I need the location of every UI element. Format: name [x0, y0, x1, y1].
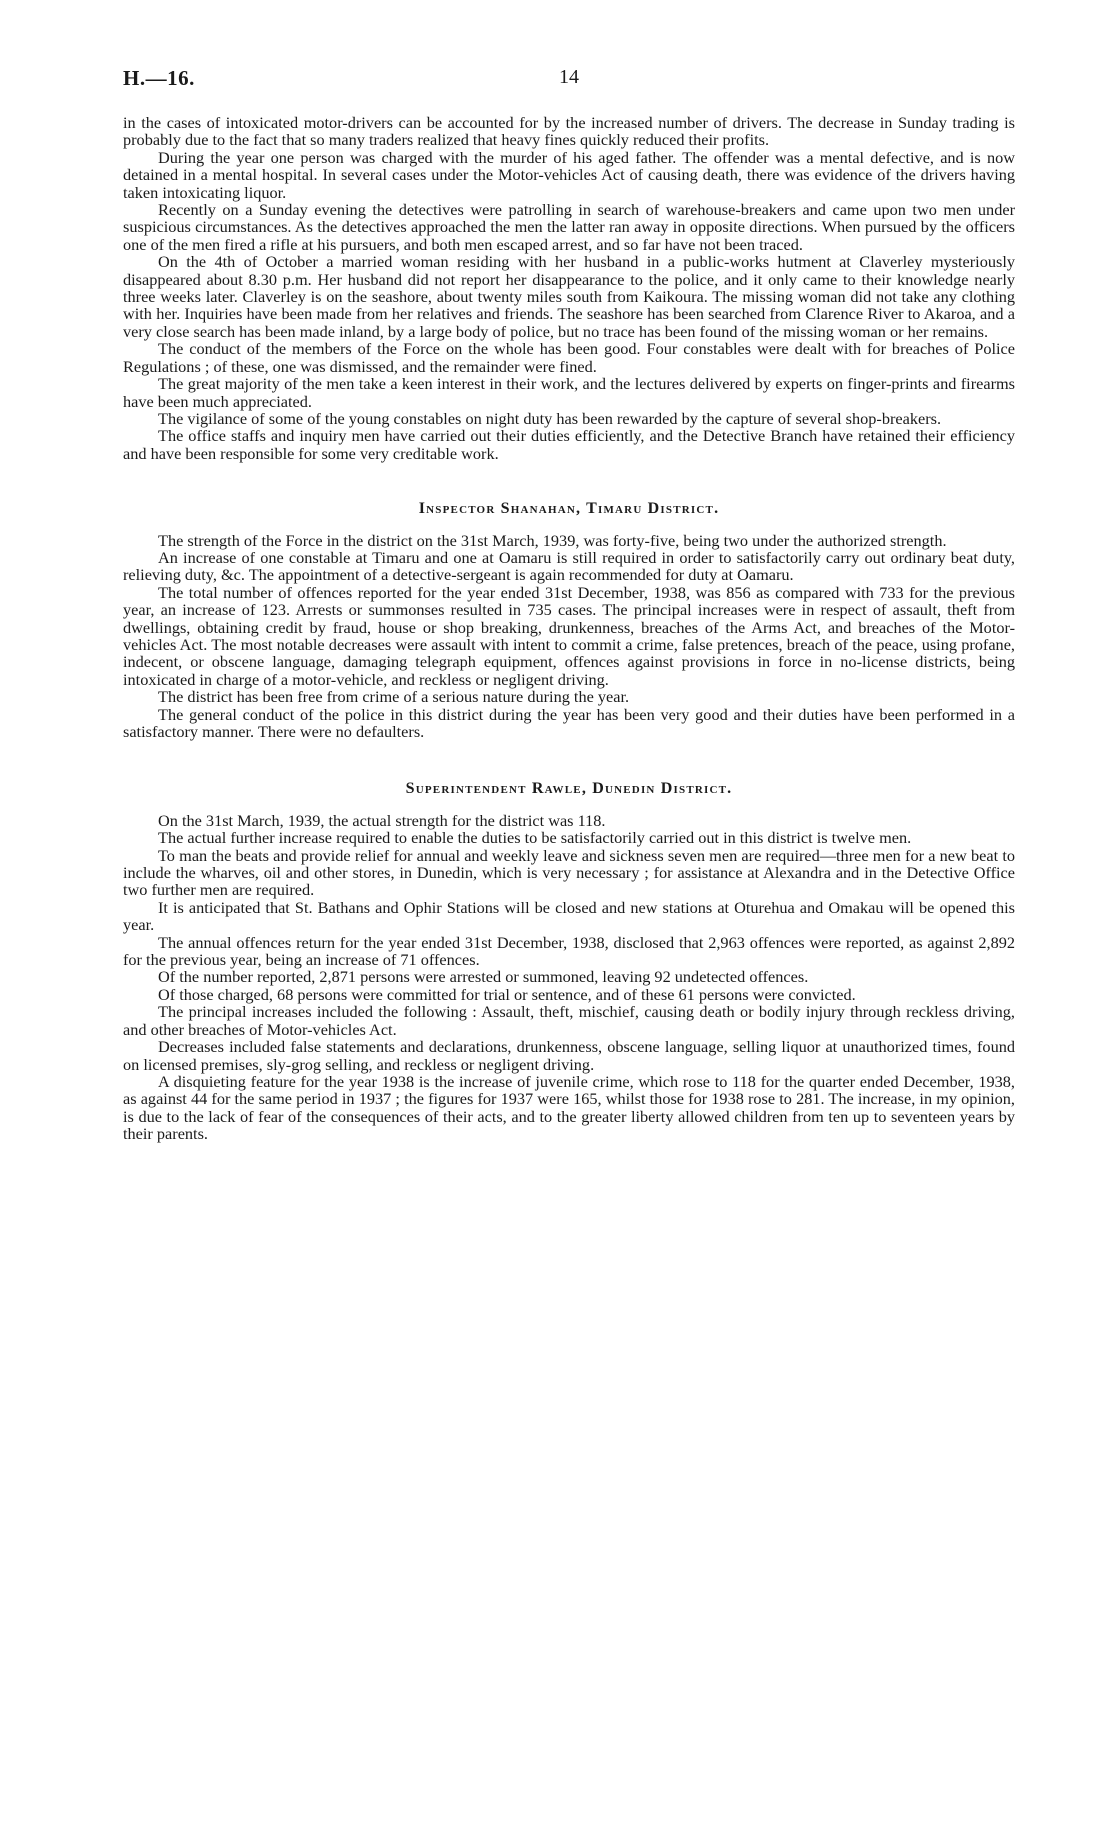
page-header: [123, 66, 1015, 96]
section-dunedin-district: [123, 780, 1015, 1142]
paragraph: The total number of offences reported for the year ended 31st December, 1938, was 856 as compared with 733 for the previous year, an increase of 123. Arrests or summonses resulted in 735 cases. The principal increases were in respect of assault, theft from dwellings, obtaining credit by fraud, house or shop breaking, drunkenness, breaches of the Arms Act, and breaches of the Motor-vehicles Act. The most notable decreases were assault with intent to commit a crime, false pretences, breach of the peace, using profane, indecent, or obscene language, damaging telegraph equipment, offences against provisions in force in no-license districts, being intoxicated in charge of a motor-vehicle, and reckless or negligent driving.: [123, 582, 1015, 689]
paragraph: Recently on a Sunday evening the detectives were patrolling in search of warehouse-breakers and came upon two men under suspicious circumstances. As the detectives approached the men the latter ran away in opposite directions. When pursued by the officers one of the men fired a rifle at his pursuers, and both men escaped arrest, and so far have not been traced.: [123, 200, 1015, 254]
paragraph: Of those charged, 68 persons were committed for trial or sentence, and of these 61 persons were convicted.: [158, 984, 856, 1004]
paragraph: The conduct of the members of the Force on the whole has been good. Four constables were dealt with for breaches of Police Regulations ; of these, one was dismissed, and the remainder were fined.: [123, 339, 1015, 376]
paragraph: Decreases included false statements and declarations, drunkenness, obscene language, selling liquor at unauthorized times, found on licensed premises, sly-grog selling, and reckless or negligent driving.: [123, 1037, 1015, 1074]
document-reference: H.—16.: [123, 66, 195, 90]
paragraph: in the cases of intoxicated motor-drivers can be accounted for by the increased number of drivers. The decrease in Sunday trading is probably due to the fact that so many traders realized that heavy fines quickly reduced their profits.: [123, 113, 1015, 150]
paragraph: The office staffs and inquiry men have carried out their duties efficiently, and the Detective Branch have retained their efficiency and have been responsible for some very creditable work.: [123, 426, 1015, 463]
paragraph: On the 4th of October a married woman residing with her husband in a public-works hutment at Claverley mysteriously disappeared about 8.30 p.m. Her husband did not report her disappearance to the police, and it only came to their knowledge nearly three weeks later. Claverley is on the seashore, about twenty miles south from Kaikoura. The missing woman did not take any clothing with her. Inquiries have been made from her relatives and friends. The seashore has been searched from Clarence River to Akaroa, and a very close search has been made inland, by a large body of police, but no trace has been found of the missing woman or her remains.: [123, 252, 1015, 341]
paragraph: The annual offences return for the year ended 31st December, 1938, disclosed that 2,963 offences were reported, as against 2,892 for the previous year, being an increase of 71 offences.: [123, 932, 1015, 970]
paragraph: The district has been free from crime of a serious nature during the year.: [158, 687, 630, 707]
section-heading: Inspector Shanahan, Timaru District.: [418, 500, 720, 518]
section-timaru-district: [123, 500, 1015, 740]
paragraph: The actual further increase required to enable the duties to be satisfactorily carried out in this district is twelve men.: [158, 828, 912, 848]
section-heading: Superintendent Rawle, Dunedin District.: [405, 780, 733, 798]
paragraph: A disquieting feature for the year 1938 is the increase of juvenile crime, which rose to 118 for the quarter ended December, 1938, as against 44 for the same period in 1937 ; the figures for 1937 were 165, whilst those for 1938 rose to 281. The increase, in my opinion, is due to the lack of fear of the consequences of their acts, and to the greater liberty allowed children from ten up to seventeen years by their parents.: [123, 1071, 1015, 1144]
paragraph: The general conduct of the police in this district during the year has been very good and their duties have been performed in a satisfactory manner. There were no defaulters.: [123, 704, 1015, 741]
paragraph: The strength of the Force in the district on the 31st March, 1939, was forty-five, being two under the authorized strength.: [158, 530, 947, 550]
page-number: 14: [559, 66, 579, 88]
paragraph: To man the beats and provide relief for annual and weekly leave and sickness seven men are required—three men for a new beat to include the wharves, oil and other stores, in Dunedin, which is very necessary ; for assistance at Alexandra and in the Detective Office two further men are required.: [123, 845, 1015, 900]
section-intro: [123, 114, 1015, 462]
paragraph: It is anticipated that St. Bathans and Ophir Stations will be closed and new stations at Oturehua and Omakau will be opened this year.: [123, 897, 1015, 935]
paragraph: On the 31st March, 1939, the actual strength for the district was 118.: [158, 810, 606, 830]
paragraph: During the year one person was charged with the murder of his aged father. The offender was a mental defective, and is now detained in a mental hospital. In several cases under the Motor-vehicles Act of causing death, there was evidence of the drivers having taken intoxicating liquor.: [123, 147, 1015, 202]
paragraph: The vigilance of some of the young constables on night duty has been rewarded by the capture of several shop-breakers.: [158, 408, 942, 428]
document-body: [123, 114, 1015, 1143]
paragraph: An increase of one constable at Timaru and one at Oamaru is still required in order to satisfactorily carry out ordinary beat duty, relieving duty, &c. The appointment of a detective-sergeant is again recommended for duty at Oamaru.: [123, 547, 1015, 585]
paragraph: The great majority of the men take a keen interest in their work, and the lectures delivered by experts on finger-prints and firearms have been much appreciated.: [123, 374, 1015, 411]
paragraph: Of the number reported, 2,871 persons were arrested or summoned, leaving 92 undetected offences.: [158, 967, 809, 987]
paragraph: The principal increases included the following : Assault, theft, mischief, causing death or bodily injury through reckless driving, and other breaches of Motor-vehicles Act.: [123, 1002, 1015, 1039]
